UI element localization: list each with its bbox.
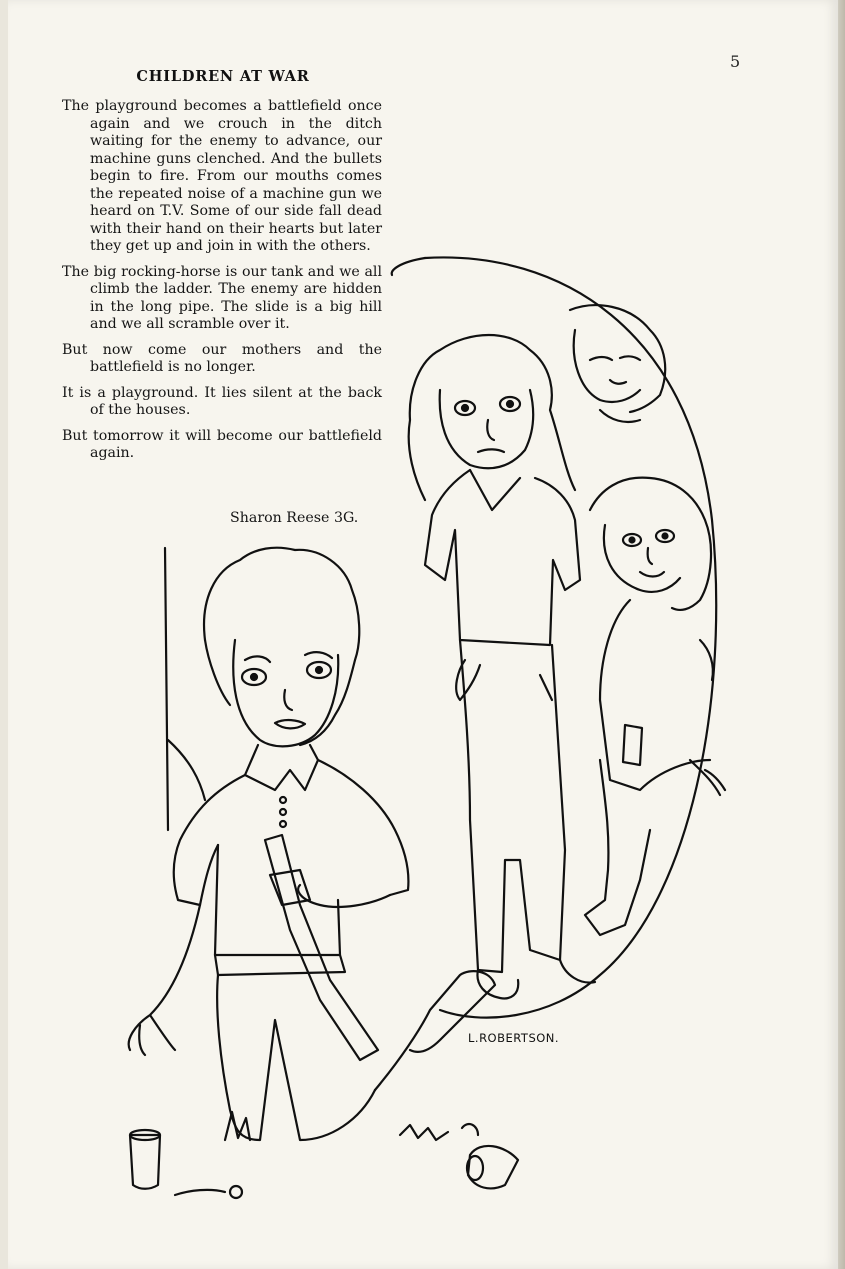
grass-tuft — [225, 1112, 250, 1140]
oval-frame — [425, 257, 716, 1017]
boy-shirt — [245, 745, 318, 790]
tin-can-left — [130, 1135, 160, 1189]
poem-stanza-3: But now come our mothers and the battlefield is no longer. — [62, 341, 382, 375]
right-girl-hair — [590, 478, 711, 610]
poem-stanza-5: But tomorrow it will become our battlefield again. — [62, 427, 382, 461]
girl-hair — [409, 335, 575, 500]
boy-face — [233, 640, 338, 746]
tin-can-right — [468, 1146, 518, 1188]
poem-stanza-1: The playground becomes a battlefield once again and we crouch in the ditch waiting for the enemy to advance, our machine guns clenched. And the bullets begin to fire. From our mouths comes the repeated noise of a machine gun we heard on T.V. Some of our side fall dead with their hand on their hearts but later they get up and join in with the others. — [62, 98, 382, 254]
illustrator-signature: L.ROBERTSON. — [468, 1031, 560, 1045]
poem-stanza-4: It is a playground. It lies silent at the back of the houses. — [62, 384, 382, 418]
girl-shirt — [425, 470, 580, 645]
page-number: 5 — [730, 52, 741, 71]
poem-stanza-2: The big rocking-horse is our tank and we all climb the ladder. The enemy are hidden in the long pipe. The slide is a big hill and we all scramble over it. — [62, 263, 382, 332]
poem-author: Sharon Reese 3G. — [230, 510, 359, 526]
toy-gun — [265, 835, 378, 1060]
poem-title: CHILDREN AT WAR — [136, 68, 310, 85]
boy-hair — [204, 548, 359, 745]
frame-left-line — [165, 548, 168, 830]
